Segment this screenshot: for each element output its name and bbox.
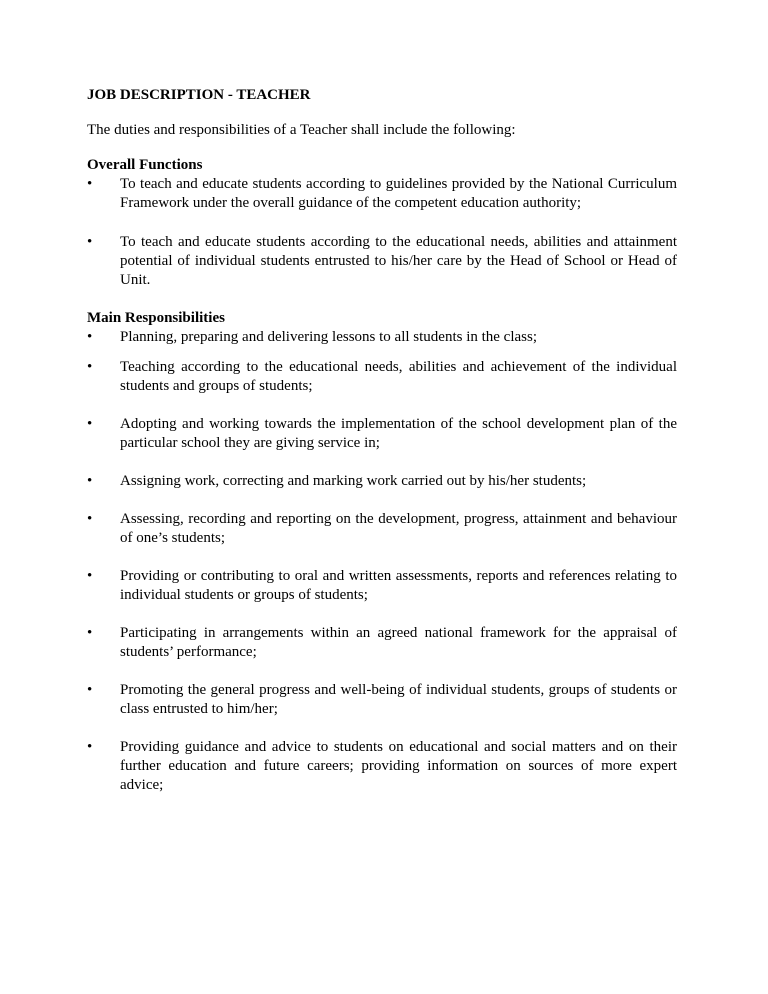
list-item [87, 567, 677, 605]
bullet-icon: • [87, 473, 93, 489]
list-item-text: Adopting and working towards the implementation of the school development plan of the particular school they are giving service in; [120, 416, 677, 451]
list-item-text: Assessing, recording and reporting on the development, progress, attainment and behaviour of one’s students; [120, 511, 677, 546]
list-item-text: Providing or contributing to oral and written assessments, reports and references relating to individual students or groups of students; [120, 568, 677, 603]
list-item [87, 233, 677, 290]
bullet-icon: • [87, 682, 93, 698]
bullet-icon: • [87, 329, 93, 345]
list-item [87, 415, 677, 453]
overall-functions-heading: Overall Functions [87, 157, 203, 173]
document-title: JOB DESCRIPTION - TEACHER [87, 87, 311, 103]
overall-functions-list [87, 175, 677, 290]
list-item [87, 175, 677, 213]
list-item-text: Planning, preparing and delivering lessons to all students in the class; [120, 329, 538, 345]
main-responsibilities-heading: Main Responsibilities [87, 310, 225, 326]
intro-paragraph: The duties and responsibilities of a Teacher shall include the following: [87, 122, 516, 138]
bullet-icon: • [87, 511, 93, 527]
bullet-icon: • [87, 234, 93, 250]
list-item-text: Teaching according to the educational needs, abilities and achievement of the individual students and groups of students; [120, 359, 677, 394]
list-item [87, 358, 677, 396]
list-item-text: To teach and educate students according to guidelines provided by the National Curriculum Framework under the overall guidance of the competent education authority; [120, 176, 677, 211]
bullet-icon: • [87, 625, 93, 641]
list-item-text: Participating in arrangements within an agreed national framework for the appraisal of students’ performance; [120, 625, 677, 660]
list-item-text: Assigning work, correcting and marking work carried out by his/her students; [120, 473, 587, 489]
list-item [87, 472, 677, 491]
list-item-text: Promoting the general progress and well-being of individual students, groups of students or class entrusted to him/her; [120, 682, 677, 717]
list-item-text: To teach and educate students according to the educational needs, abilities and attainment potential of individual students entrusted to his/her care by the Head of School or Head of Unit. [120, 234, 677, 288]
list-item [87, 681, 677, 719]
bullet-icon: • [87, 739, 93, 755]
main-responsibilities-list [87, 328, 677, 795]
list-item [87, 328, 677, 347]
bullet-icon: • [87, 176, 93, 192]
bullet-icon: • [87, 568, 93, 584]
list-item [87, 624, 677, 662]
list-item [87, 510, 677, 548]
list-item-text: Providing guidance and advice to students on educational and social matters and on their further education and future careers; providing information on sources of more expert advice; [120, 739, 677, 793]
list-item [87, 738, 677, 795]
document-body [87, 86, 677, 795]
bullet-icon: • [87, 359, 93, 375]
bullet-icon: • [87, 416, 93, 432]
